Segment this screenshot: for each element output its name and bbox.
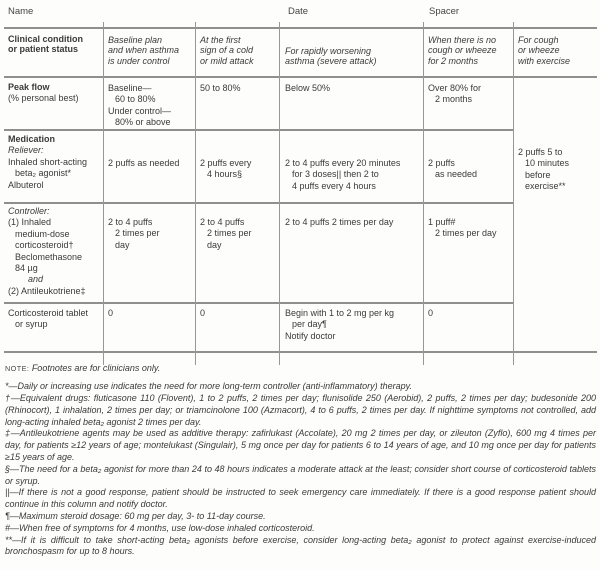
header-baseline-plan (108, 35, 192, 66)
cell-line: Over 80% for (428, 83, 482, 93)
cell-line: 2 puffs (428, 158, 455, 168)
cell-line: Peak flow (8, 82, 50, 92)
cell-reliever-severe (285, 158, 420, 192)
cell-line: Corticosteroid tablet (8, 308, 89, 318)
footnote-dagger: †—Equivalent drugs: fluticasone 110 (Flovent), 1 to 2 puffs, 2 times per day; flunisolide 250 (Aerobid), 2 puffs, 2 times per day; budesonide 200 (Rhinocort), 1 inhalation, 2 times per day; or triamcinolone 100 (Azmacort), 4 to 6 puffs, 2 times per day. If nighttime symptoms not controlled, add long-acting inhaled beta₂ agonist 2 times per day. (5, 393, 596, 427)
footnote-pilcrow: ¶—Maximum steroid dosage: 60 mg per day, 3- to 11-day course. (5, 511, 266, 522)
cell-controller-first-sign (200, 217, 276, 251)
cell-line: for 2 months (428, 55, 479, 66)
cell-line: or patient status (8, 44, 79, 55)
cell-corticosteroid-baseline (108, 308, 192, 319)
cell-line: Inhaled short-acting (8, 156, 88, 167)
footnote-doublestar: **—If it is difficult to take short-acting beta₂ agonists before exercise, consider long-acting beta₂ agonist to protect against exercise-induced bronchospasm for up to 8 hours. (5, 534, 596, 557)
cell-line: Medication (8, 134, 56, 144)
cell-line: per day¶ (292, 319, 327, 330)
cell-line: 1 puff# (428, 217, 456, 227)
footnote-section: §—The need for a beta₂ agonist for more than 24 to 48 hours indicates a moderate attack at the least; consider short course of corticosteroid tablets or syrup. (5, 463, 596, 486)
cell-peak-flow-first-sign (200, 83, 276, 94)
cell-reliever-no-cough (428, 158, 510, 181)
cell-line: is under control (108, 55, 170, 66)
divider (513, 22, 514, 365)
divider (4, 129, 514, 131)
note-text: Footnotes are for clinicians only. (31, 363, 161, 373)
cell-line: 80% or above (115, 117, 171, 128)
cell-line: Baseline plan (108, 35, 163, 45)
cell-line: Notify doctor (285, 330, 336, 341)
cell-reliever-baseline (108, 158, 192, 169)
cell-line: 2 months (435, 94, 473, 105)
cell-corticosteroid-first-sign (200, 308, 276, 319)
cell-medication-label (8, 134, 102, 191)
footnotes-section (5, 363, 596, 558)
divider (279, 22, 280, 365)
footnote-hash: #—When free of symptoms for 4 months, use low-dose inhaled corticosteroid. (5, 522, 315, 533)
cell-line: exercise** (525, 181, 566, 192)
cell-line: 2 times per (207, 228, 252, 239)
cell-line: 60 to 80% (115, 94, 156, 105)
cell-line: Clinical condition (8, 34, 84, 44)
header-first-sign (200, 35, 276, 66)
name-label: Name (8, 6, 34, 17)
divider (103, 22, 104, 365)
cell-line: (2) Antileukotriene‡ (8, 285, 86, 296)
cell-line: medium-dose (15, 228, 70, 239)
cell-line: 2 to 4 puffs 2 times per day (285, 217, 394, 227)
cell-line: or wheeze (518, 45, 560, 56)
cell-line: day (207, 239, 222, 250)
cell-line: as needed (435, 169, 478, 180)
cell-line: (% personal best) (8, 93, 79, 104)
cell-line: corticosteroid† (15, 240, 74, 251)
cell-line: 2 puffs every (200, 158, 252, 168)
cell-line: 2 times per day (435, 228, 497, 239)
divider (4, 302, 514, 304)
cell-peak-flow-label (8, 82, 100, 105)
footnote-parallel: ||—If there is not a good response, patient should be instructed to seek emergency care immediately. If there is a good response patient should continue in this column and notify doctor. (5, 487, 596, 510)
date-label: Date (288, 6, 309, 17)
cell-line: 84 µg (15, 263, 38, 274)
cell-exercise-dose (518, 147, 594, 193)
cell-line: 2 to 4 puffs every 20 minutes (285, 158, 401, 168)
cell-line: with exercise (518, 55, 571, 66)
divider (4, 351, 597, 353)
cell-line: 2 to 4 puffs (108, 217, 153, 227)
divider (4, 27, 597, 29)
cell-line: 50 to 80% (200, 83, 241, 93)
cell-line: When there is no (428, 35, 497, 45)
footnote-doubledagger: ‡—Antileukotriene agents may be used as additive therapy: zafirlukast (Accolate), 20 mg 2 times per day, or zileuton (Zyflo), 600 mg 4 times per day, for patients ≥12 years of age; montelukast (Singulair), 5 mg once per day for patients 6 to 14 years of age, and 10 mg once per day for patients ≥15 years of age. (5, 428, 596, 463)
divider (195, 22, 196, 365)
cell-line: (1) Inhaled (8, 217, 52, 228)
footnote-asterisk: *—Daily or increasing use indicates the need for more long-term controller (anti-inflammatory) therapy. (5, 381, 413, 392)
header-no-cough (428, 35, 510, 66)
footnote-note (5, 363, 596, 375)
cell-line: Baseline— (108, 83, 152, 93)
cell-controller-severe (285, 217, 420, 228)
spacer-label: Spacer (429, 6, 460, 17)
cell-line: or syrup (15, 319, 48, 330)
cell-peak-flow-baseline (108, 83, 192, 129)
cell-line: 2 puffs as needed (108, 158, 180, 168)
cell-line: day (115, 239, 130, 250)
cell-line: beta₂ agonist* (15, 168, 72, 179)
cell-line: For rapidly worsening (285, 46, 372, 56)
cell-line: asthma (severe attack) (285, 56, 377, 67)
header-exercise (518, 35, 594, 66)
cell-line: 2 puffs 5 to (518, 147, 563, 157)
cell-line: for 3 doses|| then 2 to (292, 169, 379, 180)
divider (4, 76, 597, 78)
divider (423, 22, 424, 365)
cell-line: and when asthma (108, 45, 180, 56)
cell-line: For cough (518, 35, 559, 45)
cell-line: Begin with 1 to 2 mg per kg (285, 308, 395, 318)
cell-line: 2 to 4 puffs (200, 217, 245, 227)
cell-line: before (525, 169, 551, 180)
cell-line: 2 times per (115, 228, 160, 239)
cell-reliever-first-sign (200, 158, 276, 181)
cell-line: Reliever: (8, 145, 44, 156)
cell-peak-flow-no-cough (428, 83, 510, 106)
cell-line: Beclomethasone (15, 251, 83, 262)
cell-line: sign of a cold (200, 45, 254, 56)
cell-controller-baseline (108, 217, 192, 251)
cell-line: 4 hours§ (207, 169, 243, 180)
cell-line: 0 (428, 308, 434, 318)
cell-line: Below 50% (285, 83, 331, 93)
cell-line: cough or wheeze (428, 45, 497, 56)
cell-line: and (28, 274, 44, 285)
cell-line: or mild attack (200, 55, 254, 66)
cell-corticosteroid-label (8, 308, 102, 331)
divider (4, 202, 514, 204)
cell-line: 0 (108, 308, 114, 318)
cell-corticosteroid-no-cough (428, 308, 510, 319)
cell-line: 4 puffs every 4 hours (292, 180, 376, 191)
cell-controller-no-cough (428, 217, 510, 240)
note-label: NOTE: (5, 364, 30, 373)
cell-controller-label (8, 206, 102, 297)
cell-line: 10 minutes (525, 158, 570, 169)
cell-corticosteroid-severe (285, 308, 420, 342)
cell-peak-flow-severe (285, 83, 420, 94)
cell-line: Controller: (8, 206, 50, 216)
cell-line: Albuterol (8, 179, 44, 190)
cell-line: Under control— (108, 105, 172, 116)
header-clinical-condition (8, 34, 100, 55)
cell-line: At the first (200, 35, 241, 45)
cell-line: 0 (200, 308, 206, 318)
header-severe-attack (285, 46, 420, 67)
